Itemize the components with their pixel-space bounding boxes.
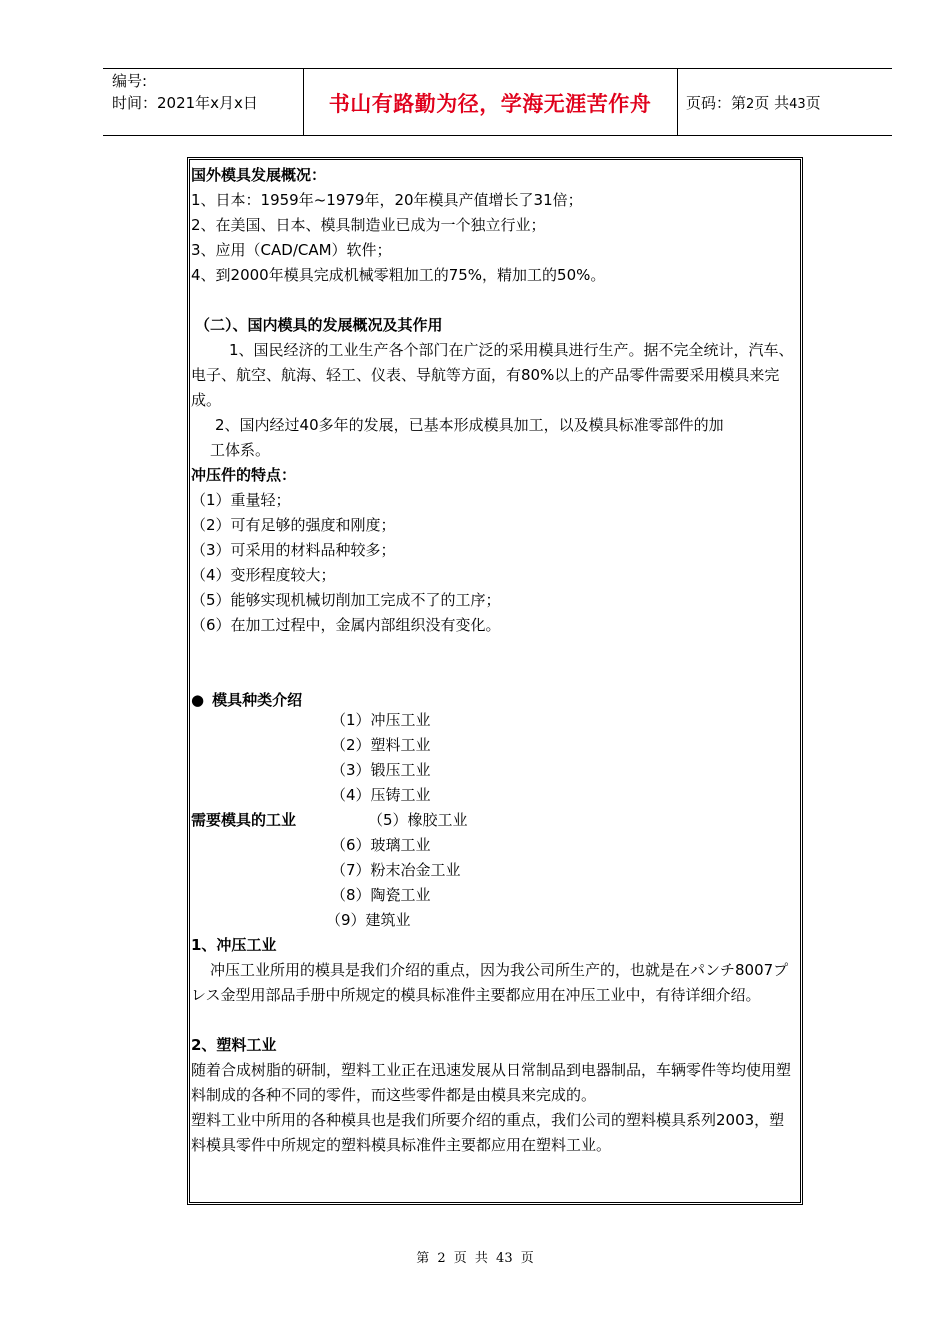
header-bottom-rule [103,135,892,136]
foreign-item: 4、到2000年模具完成机械零粗加工的75%，精加工的50%。 [191,266,606,284]
page-mid: 页 共 [754,94,790,112]
industry-item: （6）玻璃工业 [331,836,431,854]
domestic-paragraph-2: 2、国内经过40多年的发展，已基本形成模具加工，以及模具标准零部件的加 [215,416,724,434]
section-2-text-1: 随着合成树脂的研制，塑料工业正在迅速发展从日常制品到电器制品，车辆零件等均使用塑料制成的各种不同的零件，而这些零件都是由模具来完成的。 [191,1061,792,1104]
page-num: 2 [746,97,755,112]
types-title: 模具种类介绍 [212,691,303,709]
header-divider [677,68,678,136]
stamping-item: （2）可有足够的强度和刚度； [191,516,396,534]
page-total: 43 [789,97,806,112]
page-prefix: 页码：第 [686,94,747,112]
stamping-item: （5）能够实现机械切削加工完成不了的工序； [191,591,501,609]
bullet-icon: ● [191,691,205,709]
domestic-title: （二）、国内模具的发展概况及其作用 [195,316,443,334]
page-suffix: 页 [805,94,821,112]
industry-item: （8）陶瓷工业 [331,886,431,904]
industry-item: （7）粉末冶金工业 [331,861,461,879]
sections-body [191,933,799,1158]
industry-label: 需要模具的工业 [191,811,297,829]
section-2-title: 2、塑料工业 [191,1036,277,1054]
stamping-item: （3）可采用的材料品种较多； [191,541,396,559]
industry-item: （2）塑料工业 [331,736,431,754]
stamping-item: （4）变形程度较大； [191,566,336,584]
foreign-item: 1、日本：1959年~1979年，20年模具产值增长了31倍； [191,191,583,209]
serial-label: 编号: [112,72,148,90]
time-label: 时间：2021年x月x日 [112,94,258,112]
stamping-title: 冲压件的特点： [191,466,297,484]
section-2-text-2: 塑料工业中所用的各种模具也是我们所要介绍的重点，我们公司的塑料模具系列2003，塑料模具零件中所规定的塑料模具标准件主要都应用在塑料工业。 [191,1111,785,1154]
industry-item: （5）橡胶工业 [368,811,468,829]
section-1-text: 冲压工业所用的模具是我们介绍的重点，因为我公司所生产的，也就是在パンチ8007プレス金型用部品手册中所规定的模具标准件主要都应用在冲压工业中，有待详细介绍。 [191,961,789,1004]
domestic-paragraph-2-cont: 工体系。 [210,441,271,459]
foreign-item: 2、在美国、日本、模具制造业已成为一个独立行业； [191,216,546,234]
industry-item: （4）压铸工业 [331,786,431,804]
document-body [191,163,799,713]
header-top-rule [103,68,892,69]
industry-item: （9）建筑业 [326,911,411,929]
industry-item: （3）锻压工业 [331,761,431,779]
stamping-item: （1）重量轻； [191,491,291,509]
foreign-title: 国外模具发展概况： [191,166,327,184]
industry-list [326,708,468,933]
foreign-item: 3、应用（CAD/CAM）软件； [191,241,392,259]
stamping-item: （6）在加工过程中，金属内部组织没有变化。 [191,616,501,634]
header-motto: 书山有路勤为径，学海无涯苦作舟 [328,92,652,116]
domestic-paragraph-1: 1、国民经济的工业生产各个部门在广泛的采用模具进行生产。据不完全统计，汽车、电子、航空、航海、轻工、仪表、导航等方面，有80%以上的产品零件需要采用模具来完成。 [191,341,794,409]
section-1-title: 1、冲压工业 [191,936,277,954]
page-footer: 第 2 页 共 43 页 [416,1251,534,1266]
types-heading [191,688,799,713]
header-info [112,70,258,114]
header-page-number [686,92,821,113]
industry-item: （1）冲压工业 [331,711,431,729]
